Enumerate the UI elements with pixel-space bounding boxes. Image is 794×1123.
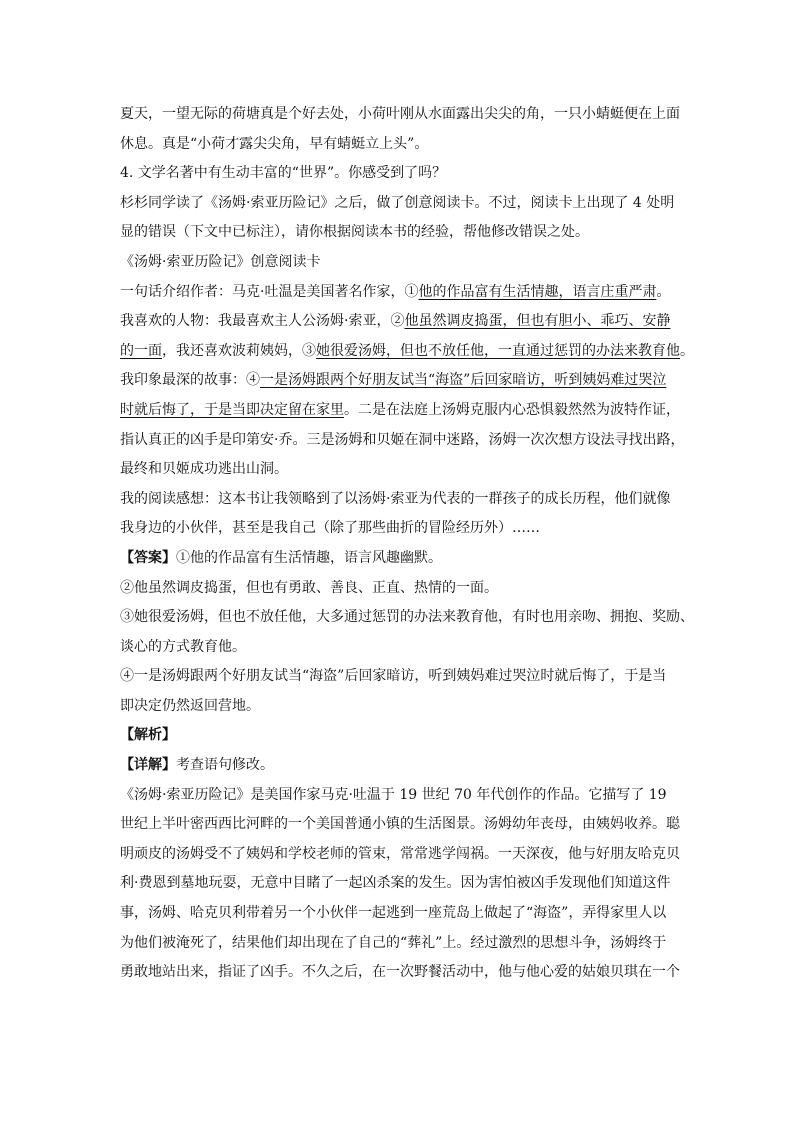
text-segment: 。	[656, 283, 671, 300]
text-segment: 我的阅读感想：这本书让我领略到了以汤姆·索亚为代表的一群孩子的成长历程，他们就像	[120, 490, 671, 507]
text-line	[120, 840, 680, 870]
text-segment: 显的错误（下文中已标注），请你根据阅读本书的经验，帮他修改错误之处。	[120, 224, 589, 241]
text-segment: 夏天，一望无际的荷塘真是个好去处，小荷叶刚从水面露出尖尖的角，一只小蜻蜓便在上面	[120, 106, 680, 122]
text-segment: 。	[680, 342, 694, 359]
text-line	[120, 248, 680, 278]
text-line	[120, 899, 680, 929]
document-body	[120, 100, 694, 988]
text-line	[120, 396, 680, 426]
section-label: 【答案】	[120, 549, 176, 566]
underlined-error-text: 她很爱汤姆，但也不放任他，一直通过惩罚的办法来教育他	[316, 342, 680, 359]
section-label: 【解析】	[120, 727, 176, 744]
text-line	[120, 692, 680, 722]
text-line	[120, 781, 680, 811]
text-line	[120, 100, 680, 130]
underlined-error-text: 一是汤姆跟两个好朋友试当“海盗”后回家暗访，听到姨妈难过哭泣	[260, 372, 667, 389]
text-line	[120, 337, 694, 367]
text-line	[120, 869, 680, 899]
text-segment: ，我还喜欢波莉姨妈，③	[162, 342, 316, 359]
text-line	[120, 426, 685, 456]
text-segment: 勇敢地站出来，指证了凶手。不久之后，在一次野餐活动中，他与他心爱的姑娘贝琪在一个	[120, 964, 680, 981]
text-segment: 为他们被淹死了，结果他们却出现在了自己的“葬礼”上。经过激烈的思想斗争，汤姆终于	[120, 934, 667, 951]
text-line	[120, 810, 680, 840]
text-line	[120, 218, 680, 248]
text-segment: 《汤姆·索亚历险记》是美国作家马克·吐温于 19 世纪 70 年代创作的作品。它描写了 19	[120, 786, 667, 803]
text-line	[120, 366, 680, 396]
text-segment: ①他的作品富有生活情趣，语言风趣幽默。	[176, 549, 442, 566]
text-segment: 《汤姆·索亚历险记》创意阅读卡	[120, 253, 321, 270]
text-line	[120, 603, 694, 633]
text-segment: 指认真正的凶手是印第安·乔。三是汤姆和贝姬在洞中迷路，汤姆一次次想方设法寻找出路，	[120, 431, 685, 448]
text-line	[120, 751, 680, 781]
text-segment: 我喜欢的人物：我最喜欢主人公汤姆·索亚，②	[120, 313, 405, 330]
text-line	[120, 159, 680, 189]
text-segment: 我印象最深的故事：④	[120, 372, 260, 389]
text-segment: 我身边的小伙伴，甚至是我自己（除了那些曲折的冒险经历外）……	[120, 520, 540, 537]
text-line	[120, 514, 680, 544]
text-line	[120, 130, 680, 160]
text-line	[120, 721, 680, 751]
underlined-error-text: 时就后悔了，于是当即决定留在家里	[120, 401, 344, 418]
text-segment: 明顽皮的汤姆受不了姨妈和学校老师的管束，常常逃学闯祸。一天深夜，他与好朋友哈克贝	[120, 845, 680, 862]
text-segment: 谈心的方式教育他。	[120, 638, 246, 655]
text-line	[120, 544, 680, 574]
text-line	[120, 485, 680, 515]
text-line	[120, 307, 680, 337]
text-segment: 休息。真是“小荷才露尖尖角，早有蜻蜓立上头”。	[120, 135, 429, 152]
text-line	[120, 574, 680, 604]
text-segment: 。二是在法庭上汤姆克服内心恐惧毅然然为波特作证，	[344, 401, 680, 418]
text-line	[120, 189, 680, 219]
underlined-error-text: 的一面	[120, 342, 162, 359]
text-line	[120, 633, 680, 663]
text-segment: 杉杉同学读了《汤姆·索亚历险记》之后，做了创意阅读卡。不过，阅读卡上出现了 4 处明	[120, 194, 675, 211]
text-segment: 一句话介绍作者：马克·吐温是美国著名作家，①	[120, 283, 419, 300]
text-segment: 最终和贝姬成功逃出山洞。	[120, 461, 288, 478]
text-line	[120, 958, 680, 988]
underlined-error-text: 他的作品富有生活情趣，语言庄重严肃	[418, 283, 657, 300]
text-segment: 即决定仍然返回营地。	[120, 697, 260, 714]
underlined-error-text: 他虽然调皮捣蛋，但也有胆小、乖巧、安静	[404, 313, 671, 330]
text-line	[120, 929, 680, 959]
text-segment: 4. 文学名著中有生动丰富的“世界”。你感受到了吗？	[120, 165, 447, 182]
text-segment: ②他虽然调皮捣蛋，但也有勇敢、善良、正直、热情的一面。	[120, 579, 498, 596]
text-line	[120, 662, 680, 692]
text-segment: ④一是汤姆跟两个好朋友试当“海盗”后回家暗访，听到姨妈难过哭泣时就后悔了，于是当	[120, 668, 667, 685]
section-label: 【详解】	[120, 757, 176, 774]
text-line	[120, 278, 680, 308]
text-line	[120, 455, 680, 485]
text-segment: 利·费恩到墓地玩耍，无意中目睹了一起凶杀案的发生。因为害怕被凶手发现他们知道这件	[120, 875, 671, 892]
text-segment: ③她很爱汤姆，但也不放任他，大多通过惩罚的办法来教育他，有时也用亲吻、拥抱、奖励、	[120, 609, 694, 626]
text-segment: 事，汤姆、哈克贝利带着另一个小伙伴一起逃到一座荒岛上做起了“海盗”，弄得家里人以	[120, 905, 667, 922]
text-segment: 世纪上半叶密西西比河畔的一个美国普通小镇的生活图景。汤姆幼年丧母，由姨妈收养。聪	[120, 816, 680, 833]
text-segment: 考查语句修改。	[176, 757, 274, 774]
